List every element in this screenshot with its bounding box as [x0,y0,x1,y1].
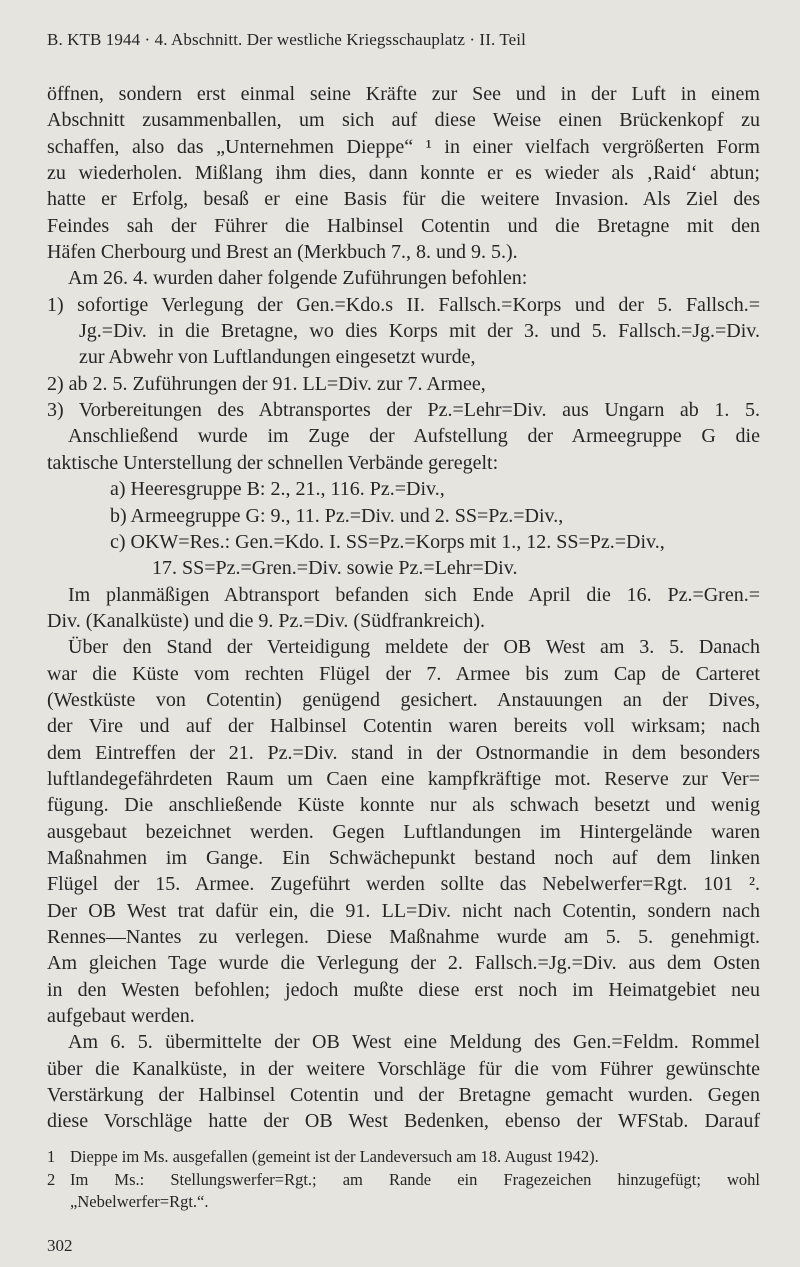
text-line: 17. SS=Pz.=Gren.=Div. sowie Pz.=Lehr=Div. [152,557,518,580]
text-line: Der OB West trat dafür ein, die 91. LL=Div. nicht nach Cotentin, sondern nach [47,899,760,922]
text-line: Am 6. 5. übermittelte der OB West eine Meldung des Gen.=Feldm. Rommel [68,1031,760,1054]
footnote-number: 1 [47,1147,56,1166]
text-line: zu wiederholen. Mißlang ihm dies, dann konnte er es wieder als ‚Raid‘ abtun; [47,162,760,185]
text-line: 2) ab 2. 5. Zuführungen der 91. LL=Div. zur 7. Armee, [47,372,486,395]
text-line: fügung. Die anschließende Küste konnte nur als schwach besetzt und wenig [47,794,760,817]
text-line: Anschließend wurde im Zuge der Aufstellung der Armeegruppe G die [68,425,760,448]
text-line: Über den Stand der Verteidigung meldete der OB West am 3. 5. Danach [68,636,760,659]
text-line: Am gleichen Tage wurde die Verlegung der 2. Fallsch.=Jg.=Div. aus dem Osten [47,952,760,975]
page-number: 302 [47,1236,73,1255]
text-line: ausgebaut bezeichnet werden. Gegen Luftlandungen im Hintergelände waren [47,820,760,843]
text-line: (Westküste von Cotentin) genügend gesichert. Anstauungen an der Dives, [47,688,760,711]
text-line: diese Vorschläge hatte der OB West Bedenken, ebenso der WFStab. Darauf [47,1110,760,1133]
text-line: taktische Unterstellung der schnellen Verbände geregelt: [47,451,499,474]
footnote-number: 2 [47,1169,56,1189]
text-line: Jg.=Div. in die Bretagne, wo dies Korps mit der 3. und 5. Fallsch.=Jg.=Div. [79,320,760,343]
text-line: c) OKW=Res.: Gen.=Kdo. I. SS=Pz.=Korps mit 1., 12. SS=Pz.=Div., [110,530,665,553]
text-line: Am 26. 4. wurden daher folgende Zuführungen befohlen: [68,267,528,290]
text-line: über die Kanalküste, in der weitere Vorschläge für die vom Führer gewünschte [47,1057,760,1080]
footnote-text: „Nebelwerfer=Rgt.“. [70,1192,209,1211]
text-line: war die Küste vom rechten Flügel der 7. Armee bis zum Cap de Carteret [47,662,760,685]
text-line: luftlandegefährdeten Raum um Caen eine kampfkräftige mot. Reserve zur Ver= [47,767,760,790]
footnote [47,1146,760,1169]
text-line: Im planmäßigen Abtransport befanden sich Ende April die 16. Pz.=Gren.= [68,583,760,606]
text-line: öffnen, sondern erst einmal seine Kräfte zur See und in der Luft in einem [47,83,760,105]
running-head: B. KTB 1944 · 4. Abschnitt. Der westliche Kriegsschauplatz · II. Teil [47,30,526,49]
text-line: 3) Vorbereitungen des Abtransportes der Pz.=Lehr=Div. aus Ungarn ab 1. 5. [47,399,760,422]
text-line: Häfen Cherbourg und Brest an (Merkbuch 7., 8. und 9. 5.). [47,241,518,264]
text-line: 1) sofortige Verlegung der Gen.=Kdo.s II. Fallsch.=Korps und der 5. Fallsch.= [47,293,760,316]
footnote-text: Im Ms.: Stellungswerfer=Rgt.; am Rande ein Fragezeichen hinzugefügt; wohl [70,1169,760,1189]
text-line: in den Westen befohlen; jedoch mußte diese erst noch im Heimatgebiet neu [47,978,760,1001]
text-line: b) Armeegruppe G: 9., 11. Pz.=Div. und 2. SS=Pz.=Div., [110,504,564,527]
text-line: a) Heeresgruppe B: 2., 21., 116. Pz.=Div., [110,478,445,501]
text-line: Verstärkung der Halbinsel Cotentin und der Bretagne gemacht wurden. Gegen [47,1084,760,1107]
text-line: Maßnahmen im Gange. Ein Schwächepunkt bestand noch auf dem linken [47,846,760,869]
text-line: aufgebaut werden. [47,1005,195,1028]
text-line: der Vire und auf der Halbinsel Cotentin waren bereits voll wirksam; nach [47,715,760,738]
text-line: dem Eintreffen der 21. Pz.=Div. stand in der Ostnormandie in dem besonders [47,741,760,764]
text-line: Div. (Kanalküste) und die 9. Pz.=Div. (Südfrankreich). [47,609,486,632]
footnote-text: Dieppe im Ms. ausgefallen (gemeint ist der Landeversuch am 18. August 1942). [70,1147,599,1166]
text-line: zur Abwehr von Luftlandungen eingesetzt wurde, [79,346,476,369]
text-line: Flügel der 15. Armee. Zugeführt werden sollte das Nebelwerfer=Rgt. 101 ². [47,873,760,896]
text-line: Feindes sah der Führer die Halbinsel Cotentin und die Bretagne mit den [47,214,760,237]
text-line: hatte er Erfolg, besaß er eine Basis für die weitere Invasion. Als Ziel des [47,188,760,211]
footnote [47,1169,760,1214]
text-line: Abschnitt zusammenballen, um sich auf diese Weise einen Brückenkopf zu [47,109,760,132]
text-line: Rennes—Nantes zu verlegen. Diese Maßnahme wurde am 5. 5. genehmigt. [47,926,760,948]
body-text [47,81,760,1135]
text-line: schaffen, also das „Unternehmen Dieppe“ ¹ in einer vielfach vergrößerten Form [47,135,760,158]
footnotes [47,1146,760,1214]
